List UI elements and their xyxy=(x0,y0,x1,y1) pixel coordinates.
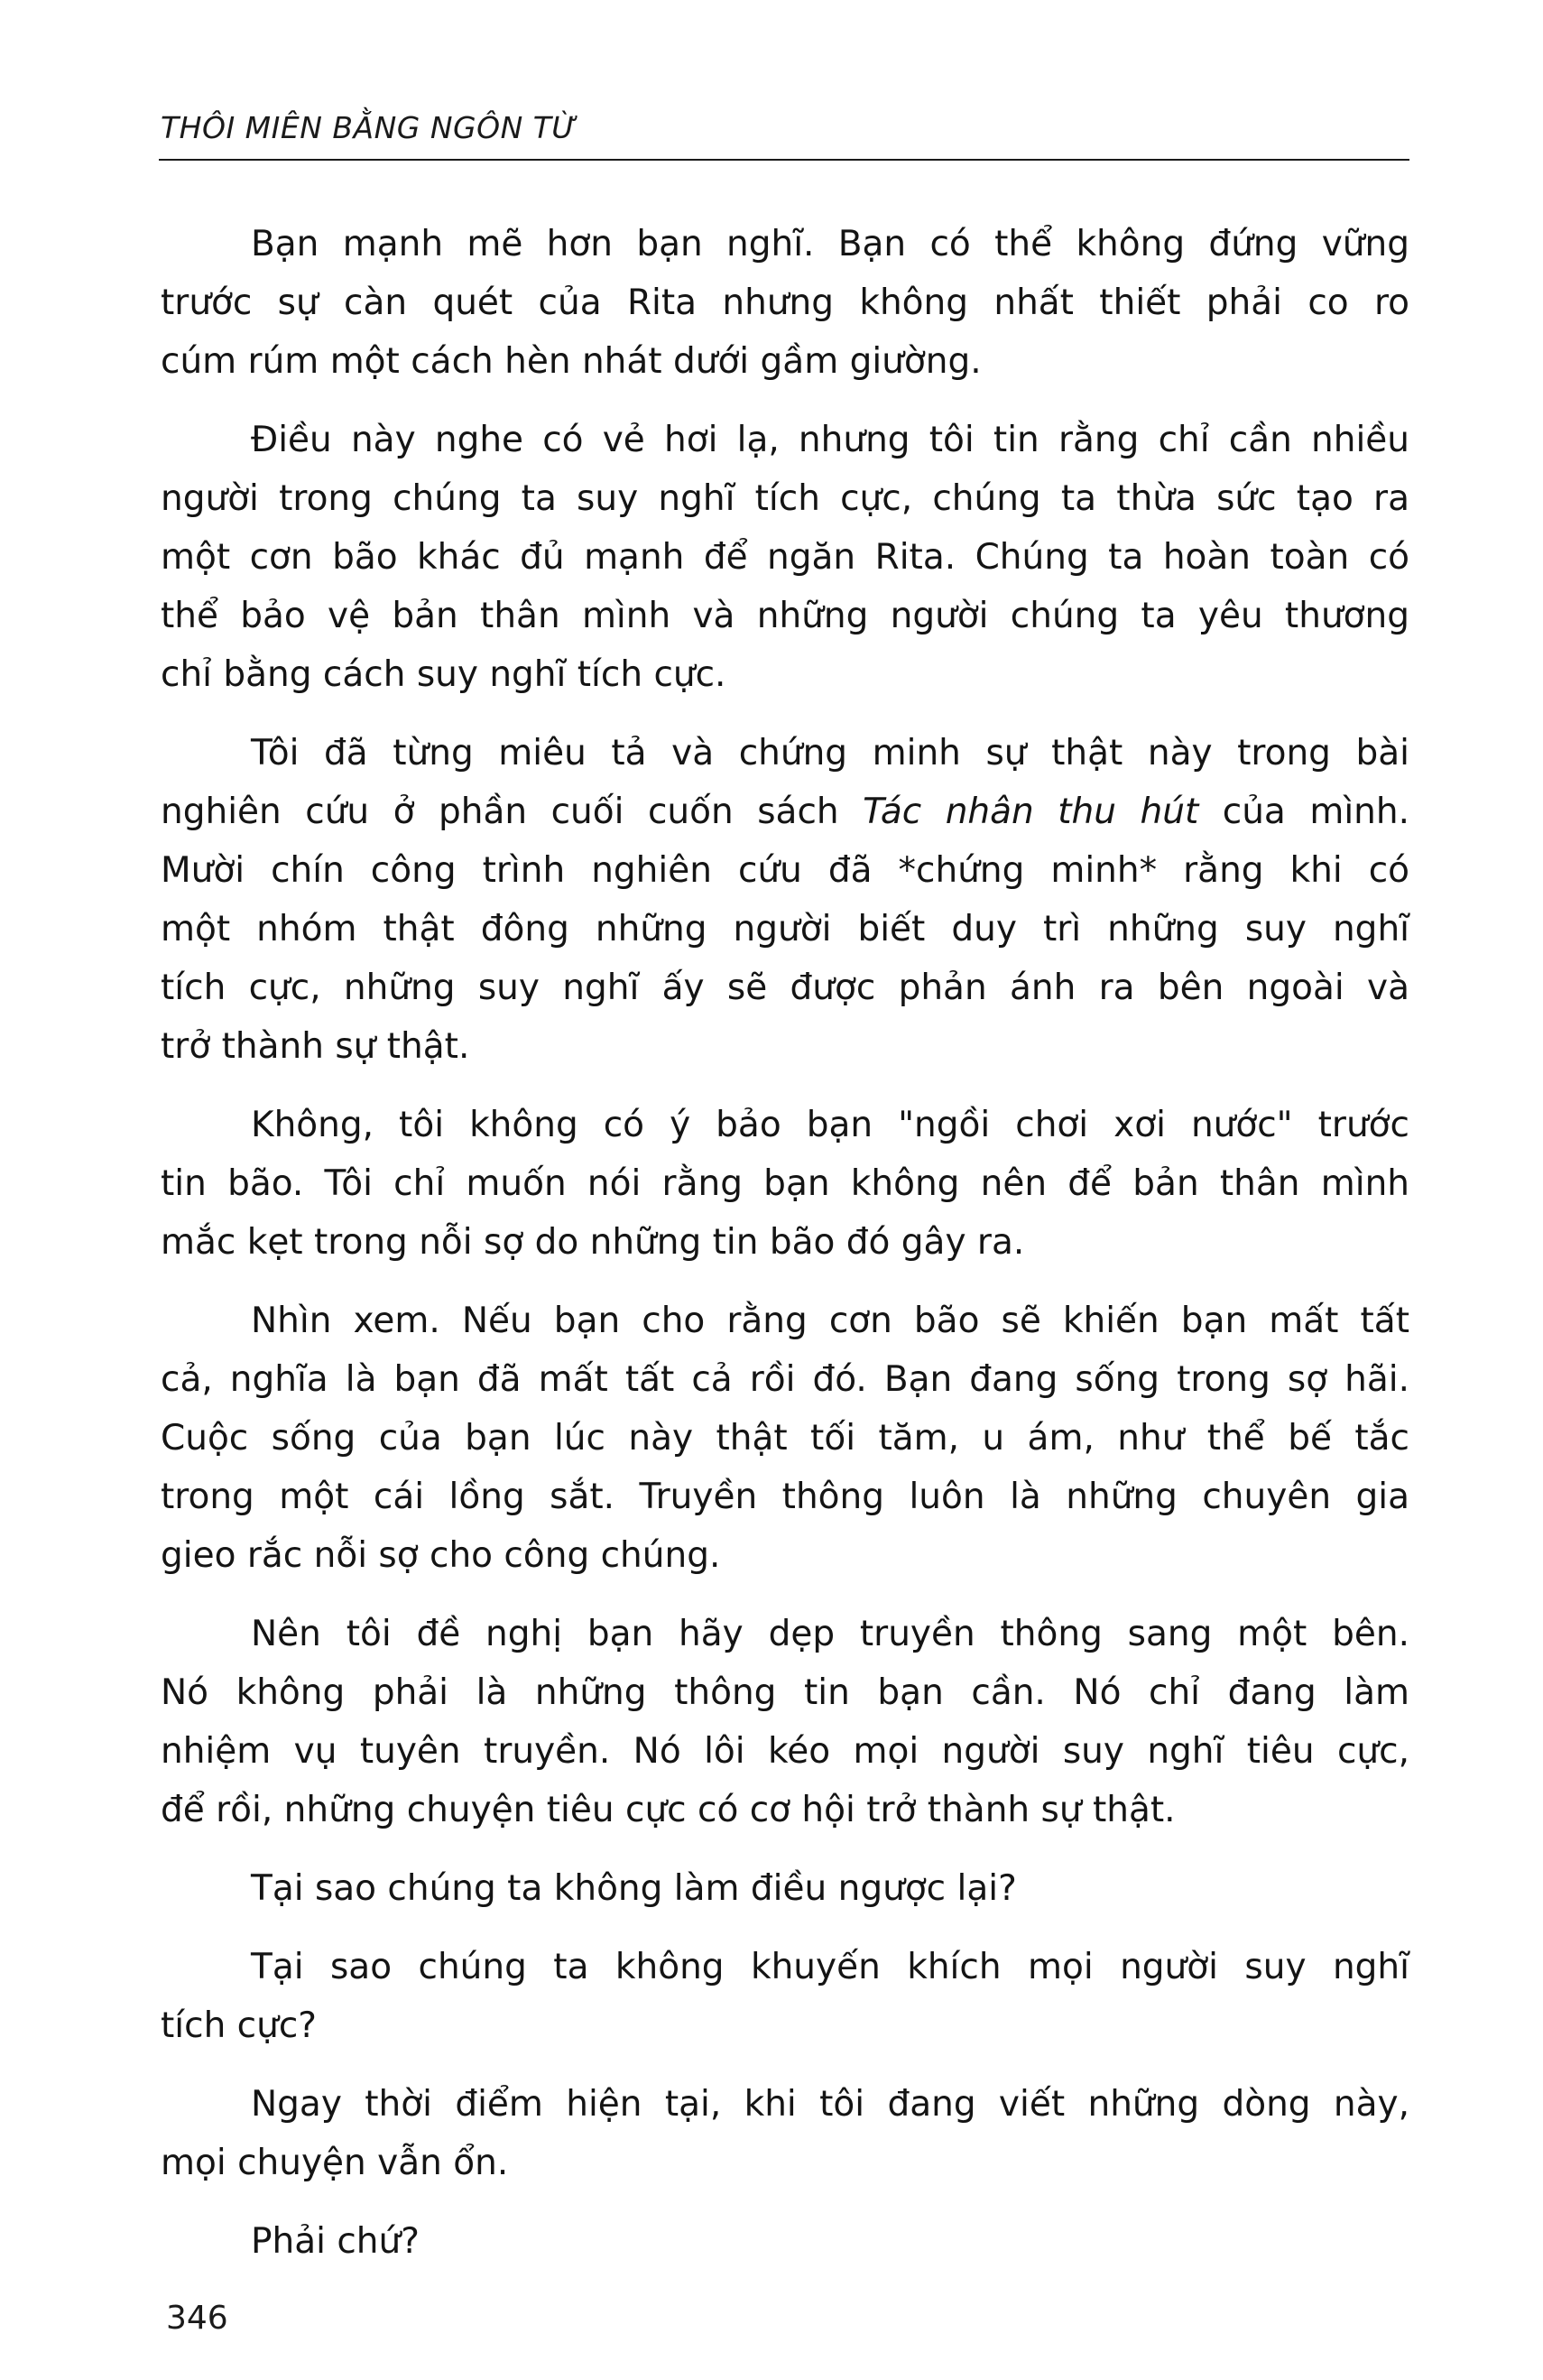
page-number: 346 xyxy=(166,2300,228,2337)
text-line: mọi chuyện vẫn ổn. xyxy=(161,2143,509,2183)
text-line: gieo rắc nỗi sợ cho công chúng. xyxy=(161,1535,721,1576)
text-line: Phải chứ? xyxy=(251,2221,420,2262)
text-line: nghiên cứu ở phần cuối cuốn sách Tác nhân thu hút của mình. xyxy=(161,792,1409,832)
text-line: trước sự càn quét của Rita nhưng không nhất thiết phải co ro xyxy=(161,282,1409,323)
book-title: Tác nhân thu hút xyxy=(863,792,1199,832)
text-line: để rồi, những chuyện tiêu cực có cơ hội trở thành sự thật. xyxy=(161,1790,1176,1830)
paragraph xyxy=(161,1605,1409,1839)
header-rule xyxy=(159,159,1409,161)
text-line: cúm rúm một cách hèn nhát dưới gầm giường. xyxy=(161,341,982,382)
text-line: thể bảo vệ bản thân mình và những người chúng ta yêu thương xyxy=(161,596,1409,636)
text-line: tích cực, những suy nghĩ ấy sẽ được phản ánh ra bên ngoài và xyxy=(161,968,1409,1008)
text-line: Điều này nghe có vẻ hơi lạ, nhưng tôi tin rằng chỉ cần nhiều xyxy=(251,420,1409,460)
paragraph xyxy=(161,1096,1409,1272)
paragraph xyxy=(161,215,1409,391)
paragraph xyxy=(251,1859,1409,1918)
text-line: nhiệm vụ tuyên truyền. Nó lôi kéo mọi người suy nghĩ tiêu cực, xyxy=(161,1731,1409,1772)
text-line: Cuộc sống của bạn lúc này thật tối tăm, u ám, như thể bế tắc xyxy=(161,1418,1409,1459)
text-line: tích cực? xyxy=(161,2005,317,2046)
text-line: Nhìn xem. Nếu bạn cho rằng cơn bão sẽ khiến bạn mất tất xyxy=(251,1301,1409,1341)
text-line: mắc kẹt trong nỗi sợ do những tin bão đó gây ra. xyxy=(161,1222,1025,1263)
running-header-title: THÔI MIÊN BẰNG NGÔN TỪ xyxy=(161,110,577,145)
paragraph xyxy=(161,411,1409,704)
text-line: tin bão. Tôi chỉ muốn nói rằng bạn không nên để bản thân mình xyxy=(161,1163,1409,1204)
text-line: Mười chín công trình nghiên cứu đã *chứng minh* rằng khi có xyxy=(161,850,1409,891)
text-line: Nó không phải là những thông tin bạn cần. Nó chỉ đang làm xyxy=(161,1672,1409,1713)
text-line: Bạn mạnh mẽ hơn bạn nghĩ. Bạn có thể không đứng vững xyxy=(251,224,1409,264)
text-line: Tại sao chúng ta không khuyến khích mọi người suy nghĩ xyxy=(251,1947,1409,1987)
text-line: Nên tôi đề nghị bạn hãy dẹp truyền thông sang một bên. xyxy=(251,1614,1409,1654)
text-line: cả, nghĩa là bạn đã mất tất cả rồi đó. Bạn đang sống trong sợ hãi. xyxy=(161,1359,1409,1400)
text-line: một cơn bão khác đủ mạnh để ngăn Rita. Chúng ta hoàn toàn có xyxy=(161,537,1409,578)
paragraph xyxy=(251,2212,1409,2271)
text-line: Tại sao chúng ta không làm điều ngược lại? xyxy=(251,1868,1017,1909)
text-line: một nhóm thật đông những người biết duy trì những suy nghĩ xyxy=(161,909,1409,949)
text-line: Không, tôi không có ý bảo bạn "ngồi chơi xơi nước" trước xyxy=(251,1105,1409,1145)
text-line: trở thành sự thật. xyxy=(161,1026,470,1067)
text-line: người trong chúng ta suy nghĩ tích cực, chúng ta thừa sức tạo ra xyxy=(161,478,1409,519)
text-line: chỉ bằng cách suy nghĩ tích cực. xyxy=(161,654,726,695)
text-line: Ngay thời điểm hiện tại, khi tôi đang viết những dòng này, xyxy=(251,2084,1409,2125)
text-line: trong một cái lồng sắt. Truyền thông luôn là những chuyên gia xyxy=(161,1477,1409,1517)
paragraph xyxy=(161,724,1409,1076)
paragraph xyxy=(161,2075,1409,2192)
body-text xyxy=(161,215,1409,2291)
paragraph xyxy=(161,1938,1409,2055)
paragraph xyxy=(161,1292,1409,1585)
text-line: Tôi đã từng miêu tả và chứng minh sự thật này trong bài xyxy=(251,733,1409,773)
